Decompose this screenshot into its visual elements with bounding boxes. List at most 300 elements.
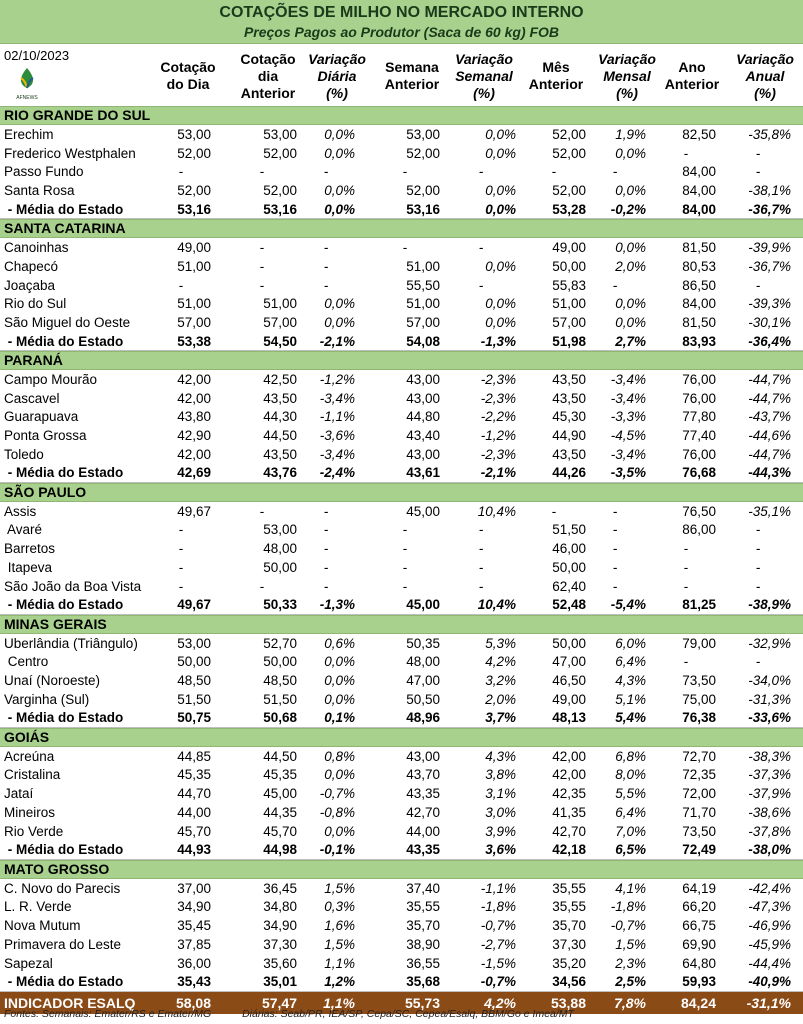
table-cell: 52,00 bbox=[177, 145, 211, 161]
table-cell: 8,0% bbox=[615, 767, 646, 783]
table-cell: 2,0% bbox=[485, 692, 516, 708]
table-cell: 37,40 bbox=[406, 880, 440, 896]
table-row bbox=[0, 313, 803, 332]
table-cell: 0,0% bbox=[324, 296, 355, 312]
table-cell: 53,00 bbox=[177, 635, 211, 651]
table-cell: - bbox=[612, 522, 618, 538]
table-cell: - bbox=[259, 503, 265, 519]
table-cell: -0,7% bbox=[480, 974, 516, 990]
table-cell: -37,3% bbox=[748, 767, 791, 783]
table-cell: 72,00 bbox=[682, 786, 716, 802]
column-header: Ano Anterior bbox=[664, 59, 720, 92]
table-cell: 50,33 bbox=[263, 597, 297, 613]
table-cell: 43,00 bbox=[406, 371, 440, 387]
table-cell: 4,3% bbox=[485, 748, 516, 764]
table-cell: 73,50 bbox=[682, 673, 716, 689]
table-cell: 45,30 bbox=[552, 409, 586, 425]
table-row bbox=[0, 879, 803, 898]
table-cell: 0,0% bbox=[485, 145, 516, 161]
table-cell: 48,96 bbox=[406, 710, 440, 726]
table-cell: 52,00 bbox=[552, 145, 586, 161]
table-cell: - bbox=[478, 164, 484, 180]
city-name: Varginha (Sul) bbox=[4, 692, 90, 708]
table-cell: 50,00 bbox=[177, 654, 211, 670]
table-cell: 6,0% bbox=[615, 635, 646, 651]
table-row bbox=[0, 634, 803, 653]
table-row bbox=[0, 370, 803, 389]
city-name: Rio Verde bbox=[4, 823, 64, 839]
table-cell: -44,4% bbox=[748, 955, 791, 971]
table-cell: 84,00 bbox=[682, 183, 716, 199]
table-cell: 66,75 bbox=[682, 918, 716, 934]
table-cell: 45,00 bbox=[406, 503, 440, 519]
column-header: Mês Anterior bbox=[528, 59, 584, 92]
table-cell: 5,3% bbox=[485, 635, 516, 651]
table-cell: -0,7% bbox=[319, 786, 355, 802]
table-cell: 38,90 bbox=[406, 937, 440, 953]
table-cell: 0,1% bbox=[324, 710, 355, 726]
state-average-row bbox=[0, 973, 803, 992]
table-cell: -1,3% bbox=[319, 597, 355, 613]
table-cell: 48,00 bbox=[263, 541, 297, 557]
table-cell: 35,43 bbox=[177, 974, 211, 990]
table-row bbox=[0, 577, 803, 596]
table-cell: -31,1% bbox=[746, 994, 791, 1011]
table-cell: 86,50 bbox=[682, 277, 716, 293]
table-cell: 34,80 bbox=[263, 899, 297, 915]
table-cell: - bbox=[551, 503, 557, 519]
table-cell: - bbox=[612, 579, 618, 595]
city-name: Itapeva bbox=[4, 560, 53, 576]
table-row bbox=[0, 144, 803, 163]
table-cell: 50,00 bbox=[552, 258, 586, 274]
table-cell: 51,00 bbox=[552, 296, 586, 312]
table-cell: -0,2% bbox=[610, 201, 646, 217]
table-cell: -34,0% bbox=[748, 673, 791, 689]
table-cell: -37,9% bbox=[748, 786, 791, 802]
table-cell: -46,9% bbox=[748, 918, 791, 934]
table-cell: 45,00 bbox=[263, 786, 297, 802]
state-average-row bbox=[0, 200, 803, 219]
table-cell: 43,50 bbox=[552, 447, 586, 463]
table-cell: 47,00 bbox=[406, 673, 440, 689]
table-cell: 3,6% bbox=[485, 842, 516, 858]
table-cell: 35,55 bbox=[552, 899, 586, 915]
table-cell: 44,50 bbox=[263, 748, 297, 764]
table-cell: 42,90 bbox=[177, 428, 211, 444]
table-cell: - bbox=[323, 258, 329, 274]
table-cell: 52,48 bbox=[552, 597, 586, 613]
table-cell: 76,38 bbox=[682, 710, 716, 726]
table-row bbox=[0, 257, 803, 276]
table-cell: 49,00 bbox=[177, 239, 211, 255]
table-cell: 64,80 bbox=[682, 955, 716, 971]
table-row bbox=[0, 747, 803, 766]
table-cell: -39,3% bbox=[748, 296, 791, 312]
table-cell: 53,00 bbox=[263, 126, 297, 142]
table-cell: 0,0% bbox=[615, 145, 646, 161]
city-name: Unaí (Noroeste) bbox=[4, 673, 101, 689]
table-row bbox=[0, 766, 803, 785]
table-row bbox=[0, 276, 803, 295]
table-cell: 53,00 bbox=[263, 522, 297, 538]
table-cell: - bbox=[259, 164, 265, 180]
table-cell: -39,9% bbox=[748, 239, 791, 255]
table-cell: 46,00 bbox=[552, 541, 586, 557]
table-cell: 84,00 bbox=[682, 296, 716, 312]
table-cell: - bbox=[323, 277, 329, 293]
table-cell: -43,7% bbox=[748, 409, 791, 425]
table-cell: 51,50 bbox=[177, 692, 211, 708]
table-cell: 36,00 bbox=[177, 955, 211, 971]
table-cell: -2,3% bbox=[480, 447, 516, 463]
table-cell: 5,5% bbox=[615, 786, 646, 802]
table-cell: - bbox=[755, 145, 761, 161]
table-cell: - bbox=[755, 277, 761, 293]
table-cell: 35,45 bbox=[177, 918, 211, 934]
table-cell: 84,00 bbox=[682, 201, 716, 217]
table-cell: 44,35 bbox=[263, 805, 297, 821]
table-cell: 44,90 bbox=[552, 428, 586, 444]
table-cell: 53,88 bbox=[550, 994, 586, 1011]
table-cell: 84,24 bbox=[680, 994, 716, 1011]
table-cell: 55,50 bbox=[406, 277, 440, 293]
state-average-row bbox=[0, 596, 803, 615]
table-cell: 50,50 bbox=[406, 692, 440, 708]
table-cell: 79,00 bbox=[682, 635, 716, 651]
table-cell: 73,50 bbox=[682, 823, 716, 839]
table-cell: 1,5% bbox=[324, 937, 355, 953]
state-average-row bbox=[0, 709, 803, 728]
table-cell: -2,1% bbox=[319, 333, 355, 349]
table-cell: -36,7% bbox=[748, 258, 791, 274]
table-cell: 0,0% bbox=[485, 126, 516, 142]
table-cell: -3,6% bbox=[319, 428, 355, 444]
table-cell: 0,0% bbox=[485, 258, 516, 274]
table-cell: - bbox=[683, 579, 689, 595]
table-cell: 43,35 bbox=[406, 842, 440, 858]
table-cell: 49,00 bbox=[552, 239, 586, 255]
table-cell: -3,3% bbox=[610, 409, 646, 425]
table-cell: 64,19 bbox=[682, 880, 716, 896]
table-cell: -35,8% bbox=[748, 126, 791, 142]
table-cell: -44,7% bbox=[748, 371, 791, 387]
table-cell: -40,9% bbox=[748, 974, 791, 990]
table-cell: 49,67 bbox=[177, 597, 211, 613]
table-cell: -44,6% bbox=[748, 428, 791, 444]
table-cell: 50,00 bbox=[263, 654, 297, 670]
table-cell: 0,0% bbox=[324, 692, 355, 708]
table-cell: - bbox=[259, 277, 265, 293]
city-name: Guarapuava bbox=[4, 409, 79, 425]
state-average-row bbox=[0, 332, 803, 351]
table-cell: 0,0% bbox=[615, 315, 646, 331]
table-cell: 48,50 bbox=[263, 673, 297, 689]
table-cell: 50,00 bbox=[552, 560, 586, 576]
table-cell: 5,4% bbox=[615, 710, 646, 726]
state-header-row bbox=[0, 615, 803, 634]
table-cell: 0,0% bbox=[324, 315, 355, 331]
table-cell: -38,1% bbox=[748, 183, 791, 199]
table-cell: 76,00 bbox=[682, 371, 716, 387]
price-table bbox=[0, 106, 803, 1014]
column-header: Semana Anterior bbox=[384, 59, 440, 92]
table-cell: 1,9% bbox=[615, 126, 646, 142]
table-cell: - bbox=[402, 541, 408, 557]
state-average-row bbox=[0, 841, 803, 860]
table-cell: 0,0% bbox=[615, 296, 646, 312]
table-cell: 51,00 bbox=[406, 296, 440, 312]
table-cell: -0,7% bbox=[480, 918, 516, 934]
table-cell: - bbox=[178, 277, 184, 293]
table-cell: -44,7% bbox=[748, 447, 791, 463]
table-cell: 42,00 bbox=[552, 748, 586, 764]
table-cell: - bbox=[259, 239, 265, 255]
table-cell: 2,0% bbox=[615, 258, 646, 274]
table-cell: 52,00 bbox=[263, 183, 297, 199]
table-cell: 59,93 bbox=[682, 974, 716, 990]
table-cell: 57,00 bbox=[406, 315, 440, 331]
city-name: Uberlândia (Triângulo) bbox=[4, 635, 138, 651]
table-cell: -44,7% bbox=[748, 390, 791, 406]
table-cell: 44,80 bbox=[406, 409, 440, 425]
table-cell: -3,5% bbox=[610, 465, 646, 481]
table-cell: 0,0% bbox=[324, 823, 355, 839]
city-name: Jataí bbox=[4, 786, 34, 802]
table-cell: 51,98 bbox=[552, 333, 586, 349]
table-cell: 52,00 bbox=[177, 183, 211, 199]
table-cell: 50,00 bbox=[263, 560, 297, 576]
table-cell: 76,50 bbox=[682, 503, 716, 519]
table-cell: 34,90 bbox=[177, 899, 211, 915]
table-cell: 3,8% bbox=[485, 767, 516, 783]
table-cell: 44,98 bbox=[263, 842, 297, 858]
table-row bbox=[0, 408, 803, 427]
state-name: GOIÁS bbox=[4, 729, 50, 746]
table-cell: 76,00 bbox=[682, 390, 716, 406]
table-cell: - bbox=[478, 560, 484, 576]
table-cell: -0,7% bbox=[610, 918, 646, 934]
column-header: Variação Anual (%) bbox=[736, 50, 794, 101]
table-cell: 49,00 bbox=[552, 692, 586, 708]
table-cell: 43,50 bbox=[263, 390, 297, 406]
table-row bbox=[0, 822, 803, 841]
table-cell: - bbox=[402, 579, 408, 595]
table-cell: 50,35 bbox=[406, 635, 440, 651]
table-cell: -2,3% bbox=[480, 390, 516, 406]
table-cell: - bbox=[178, 579, 184, 595]
title-bar bbox=[0, 0, 803, 44]
table-cell: 1,2% bbox=[324, 974, 355, 990]
table-cell: 71,70 bbox=[682, 805, 716, 821]
table-cell: 4,2% bbox=[484, 994, 516, 1011]
table-cell: 50,75 bbox=[177, 710, 211, 726]
table-cell: 44,00 bbox=[177, 805, 211, 821]
report-date: 02/10/2023 bbox=[4, 48, 70, 63]
table-cell: 77,40 bbox=[682, 428, 716, 444]
table-cell: -30,1% bbox=[748, 315, 791, 331]
table-cell: 35,55 bbox=[406, 899, 440, 915]
table-cell: 1,1% bbox=[323, 994, 355, 1011]
table-cell: -1,8% bbox=[610, 899, 646, 915]
table-cell: -1,2% bbox=[480, 428, 516, 444]
table-cell: 35,70 bbox=[406, 918, 440, 934]
table-cell: 42,00 bbox=[177, 371, 211, 387]
table-cell: - bbox=[323, 239, 329, 255]
table-cell: 36,45 bbox=[263, 880, 297, 896]
table-cell: 37,30 bbox=[552, 937, 586, 953]
table-cell: 72,35 bbox=[682, 767, 716, 783]
table-cell: 53,38 bbox=[177, 333, 211, 349]
column-header: Variação Diária (%) bbox=[308, 50, 366, 101]
state-name: MATO GROSSO bbox=[4, 861, 110, 878]
table-cell: 42,70 bbox=[552, 823, 586, 839]
average-label: - Média do Estado bbox=[4, 333, 124, 349]
table-cell: -37,8% bbox=[748, 823, 791, 839]
table-cell: 0,0% bbox=[615, 183, 646, 199]
table-cell: 53,00 bbox=[406, 126, 440, 142]
table-cell: - bbox=[755, 654, 761, 670]
table-cell: -1,2% bbox=[319, 371, 355, 387]
table-cell: 35,68 bbox=[406, 974, 440, 990]
table-cell: - bbox=[323, 541, 329, 557]
table-cell: 35,01 bbox=[263, 974, 297, 990]
state-header-row bbox=[0, 483, 803, 502]
state-average-row bbox=[0, 464, 803, 483]
table-cell: 49,67 bbox=[177, 503, 211, 519]
city-name: Acreúna bbox=[4, 748, 55, 764]
table-cell: -36,4% bbox=[748, 333, 791, 349]
table-cell: -42,4% bbox=[748, 880, 791, 896]
average-label: - Média do Estado bbox=[4, 710, 124, 726]
average-label: - Média do Estado bbox=[4, 597, 124, 613]
table-cell: 3,2% bbox=[485, 673, 516, 689]
table-row bbox=[0, 163, 803, 182]
table-cell: 47,00 bbox=[552, 654, 586, 670]
table-cell: 1,6% bbox=[324, 918, 355, 934]
afnews-logo-icon bbox=[12, 66, 42, 102]
table-row bbox=[0, 445, 803, 464]
table-cell: 53,16 bbox=[263, 201, 297, 217]
table-cell: -38,0% bbox=[748, 842, 791, 858]
table-cell: 6,8% bbox=[615, 748, 646, 764]
table-cell: - bbox=[683, 560, 689, 576]
table-cell: 55,73 bbox=[404, 994, 440, 1011]
average-label: - Média do Estado bbox=[4, 842, 124, 858]
table-cell: - bbox=[478, 522, 484, 538]
table-cell: -1,5% bbox=[480, 955, 516, 971]
table-cell: 48,13 bbox=[552, 710, 586, 726]
table-cell: 45,70 bbox=[177, 823, 211, 839]
city-name: Erechim bbox=[4, 126, 54, 142]
state-header-row bbox=[0, 351, 803, 370]
table-cell: 0,0% bbox=[485, 201, 516, 217]
table-row bbox=[0, 539, 803, 558]
table-cell: - bbox=[178, 522, 184, 538]
table-cell: 0,0% bbox=[324, 673, 355, 689]
table-cell: 53,16 bbox=[177, 201, 211, 217]
table-cell: 72,49 bbox=[682, 842, 716, 858]
table-cell: -3,4% bbox=[610, 390, 646, 406]
table-cell: -1,1% bbox=[319, 409, 355, 425]
table-cell: 50,00 bbox=[552, 635, 586, 651]
city-name: São João da Boa Vista bbox=[4, 579, 142, 595]
table-cell: - bbox=[612, 164, 618, 180]
table-cell: - bbox=[259, 258, 265, 274]
table-cell: 81,25 bbox=[682, 597, 716, 613]
state-name: MINAS GERAIS bbox=[4, 616, 107, 633]
state-name: SÃO PAULO bbox=[4, 484, 87, 501]
table-cell: -3,4% bbox=[610, 371, 646, 387]
table-row bbox=[0, 671, 803, 690]
table-row bbox=[0, 784, 803, 803]
table-cell: 0,0% bbox=[615, 239, 646, 255]
table-cell: 42,00 bbox=[177, 390, 211, 406]
table-cell: -4,5% bbox=[610, 428, 646, 444]
table-cell: 36,55 bbox=[406, 955, 440, 971]
city-name: São Miguel do Oeste bbox=[4, 315, 131, 331]
table-cell: 76,00 bbox=[682, 447, 716, 463]
table-cell: 66,20 bbox=[682, 899, 716, 915]
table-cell: - bbox=[402, 560, 408, 576]
table-cell: 5,1% bbox=[615, 692, 646, 708]
table-row bbox=[0, 125, 803, 144]
table-cell: - bbox=[612, 560, 618, 576]
table-cell: 43,00 bbox=[406, 447, 440, 463]
table-cell: 69,90 bbox=[682, 937, 716, 953]
table-cell: 0,0% bbox=[485, 183, 516, 199]
city-name: Campo Mourão bbox=[4, 371, 98, 387]
table-cell: 42,69 bbox=[177, 465, 211, 481]
table-cell: 48,00 bbox=[406, 654, 440, 670]
city-name: Avaré bbox=[4, 522, 43, 538]
city-name: Ponta Grossa bbox=[4, 428, 87, 444]
table-cell: 51,00 bbox=[177, 258, 211, 274]
city-name: Chapecó bbox=[4, 258, 59, 274]
table-cell: 83,93 bbox=[682, 333, 716, 349]
table-cell: - bbox=[402, 522, 408, 538]
table-row bbox=[0, 502, 803, 521]
logo-text: AFNEWS bbox=[16, 95, 38, 101]
table-cell: 50,68 bbox=[263, 710, 297, 726]
table-cell: 75,00 bbox=[682, 692, 716, 708]
table-cell: - bbox=[755, 541, 761, 557]
city-name: Rio do Sul bbox=[4, 296, 67, 312]
table-row bbox=[0, 803, 803, 822]
table-cell: - bbox=[323, 503, 329, 519]
table-cell: -3,4% bbox=[319, 390, 355, 406]
city-name: L. R. Verde bbox=[4, 899, 72, 915]
table-cell: 37,30 bbox=[263, 937, 297, 953]
table-cell: -0,8% bbox=[319, 805, 355, 821]
table-cell: 42,70 bbox=[406, 805, 440, 821]
table-cell: - bbox=[323, 579, 329, 595]
table-cell: 1,5% bbox=[615, 937, 646, 953]
table-cell: -47,3% bbox=[748, 899, 791, 915]
table-cell: - bbox=[683, 654, 689, 670]
table-cell: 52,00 bbox=[406, 183, 440, 199]
table-cell: 0,0% bbox=[324, 767, 355, 783]
table-cell: 37,00 bbox=[177, 880, 211, 896]
table-cell: 43,70 bbox=[406, 767, 440, 783]
table-cell: 3,7% bbox=[485, 710, 516, 726]
column-header: Cotação dia Anterior bbox=[240, 50, 296, 101]
table-cell: -2,2% bbox=[480, 409, 516, 425]
city-name: Mineiros bbox=[4, 805, 56, 821]
table-cell: 42,35 bbox=[552, 786, 586, 802]
table-cell: 57,00 bbox=[177, 315, 211, 331]
table-cell: 82,50 bbox=[682, 126, 716, 142]
